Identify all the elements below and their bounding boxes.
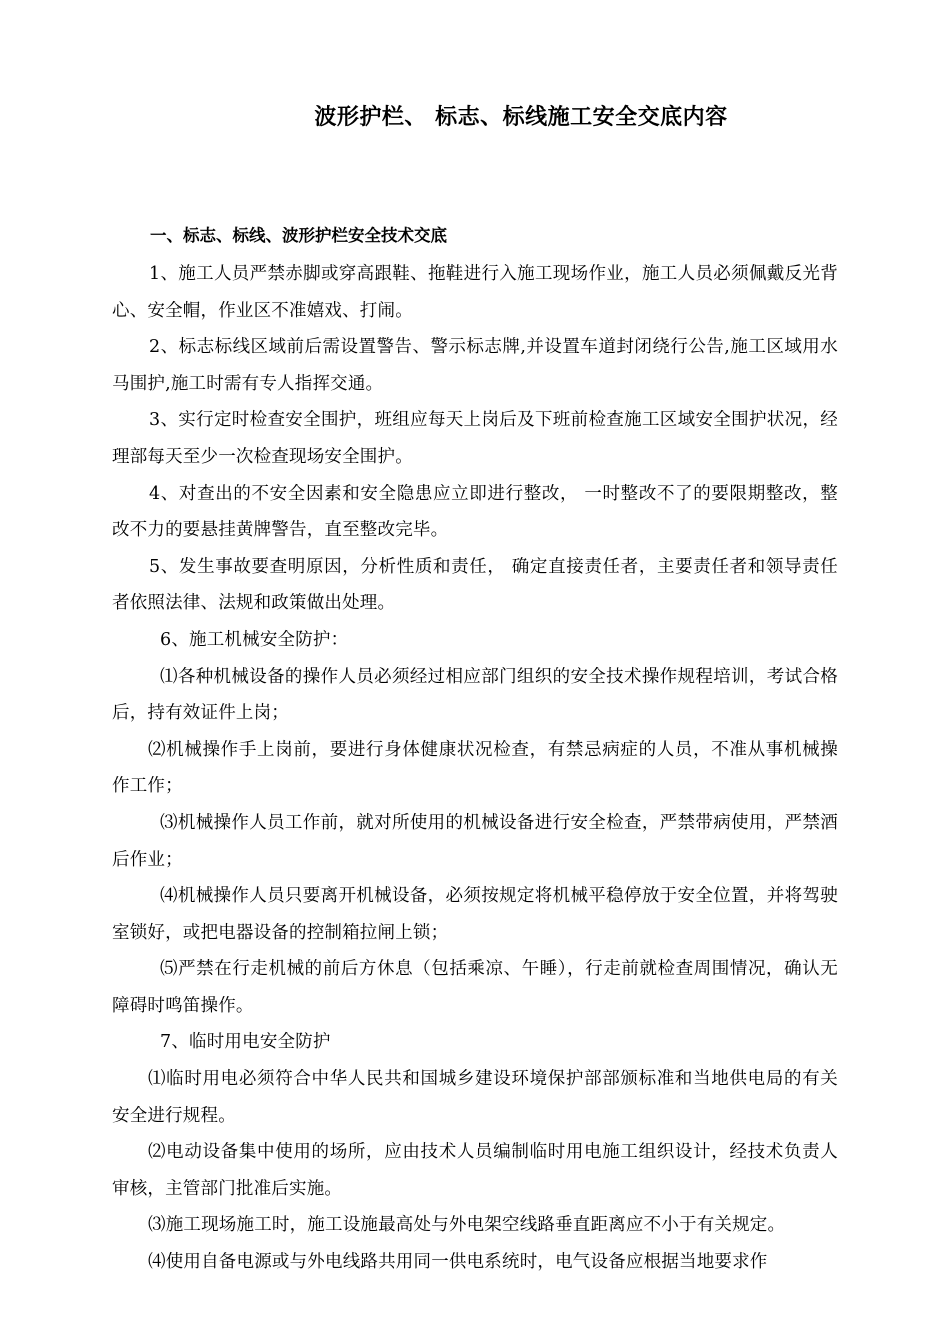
electricity-item-4: ⑷使用自备电源或与外电线路共用同一供电系统时，电气设备应根据当地要求作 [148,1252,768,1273]
paragraph-5: 5、发生事故要查明原因，分析性质和责任， 确定直接责任者，主要责任者和领导责任者依照法律、法规和政策做出处理。 [112,556,838,614]
paragraph-2: 2、标志标线区域前后需设置警告、警示标志牌,并设置车道封闭绕行公告,施工区域用水马围护,施工时需有专人指挥交通。 [112,337,838,394]
machinery-item-4: ⑷机械操作人员只要离开机械设备，必须按规定将机械平稳停放于安全位置，并将驾驶室锁好，或把电器设备的控制箱拉闸上锁； [112,886,838,943]
electricity-heading: 7、临时用电安全防护 [160,1032,331,1053]
machinery-item-2: ⑵机械操作手上岗前，要进行身体健康状况检查，有禁忌病症的人员，不准从事机械操作工作； [112,739,838,797]
document-body [112,256,838,1281]
electricity-item-2: ⑵电动设备集中使用的场所，应由技术人员编制临时用电施工组织设计，经技术负责人审核，主管部门批准后实施。 [112,1142,838,1199]
paragraph-1: 1、施工人员严禁赤脚或穿高跟鞋、拖鞋进行入施工现场作业，施工人员必须佩戴反光背心、安全帽，作业区不准嬉戏、打闹。 [112,264,838,321]
page-title: 波形护栏、 标志、标线施工安全交底内容 [314,105,728,130]
paragraph-3: 3、实行定时检查安全围护，班组应每天上岗后及下班前检查施工区域安全围护状况，经理部每天至少一次检查现场安全围护。 [112,410,838,467]
electricity-item-1: ⑴临时用电必须符合中华人民共和国城乡建设环境保护部部颁标准和当地供电局的有关安全进行规程。 [112,1069,838,1126]
machinery-item-1: ⑴各种机械设备的操作人员必须经过相应部门组织的安全技术操作规程培训，考试合格后，持有效证件上岗； [112,666,838,724]
machinery-heading: 6、施工机械安全防护： [160,629,349,650]
machinery-item-5: ⑸严禁在行走机械的前后方休息（包括乘凉、午睡），行走前就检查周围情况，确认无障碍时鸣笛操作。 [112,959,838,1016]
machinery-item-3: ⑶机械操作人员工作前，就对所使用的机械设备进行安全检查，严禁带病使用，严禁酒后作业； [112,812,838,870]
section-heading: 一、标志、标线、波形护栏安全技术交底 [150,226,447,245]
paragraph-4: 4、对查出的不安全因素和安全隐患应立即进行整改， 一时整改不了的要限期整改，整改不力的要悬挂黄牌警告，直至整改完毕。 [112,483,838,541]
electricity-item-3: ⑶施工现场施工时，施工设施最高处与外电架空线路垂直距离应不小于有关规定。 [148,1215,786,1236]
